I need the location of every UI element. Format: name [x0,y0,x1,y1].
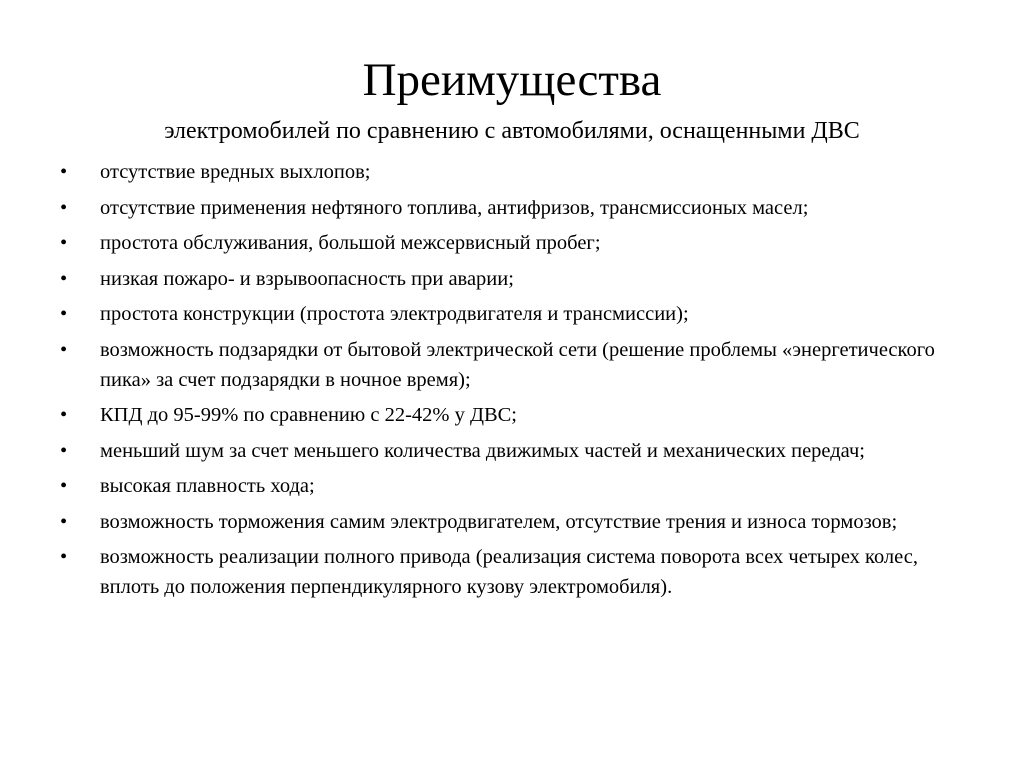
bullet-text: меньший шум за счет меньшего количества движимых частей и механических передач; [100,439,865,462]
bullet-text: отсутствие вредных выхлопов; [100,161,371,183]
bullet-text: простота обслуживания, большой межсервисный пробег; [100,232,601,254]
bullet-icon: • [60,267,68,290]
bullet-icon: • [60,338,68,361]
bullet-icon: • [60,546,68,568]
bullet-item [60,542,970,602]
slide-subtitle: электромобилей по сравнению с автомобилями, оснащенными ДВС [164,118,860,144]
bullet-icon: • [60,303,68,325]
bullet-icon: • [60,439,68,462]
bullet-item [60,436,970,466]
bullet-icon: • [60,510,68,533]
bullet-list [60,157,970,608]
bullet-text: возможность торможения самим электродвигателем, отсутствие трения и износа тормозов; [100,510,898,533]
bullet-icon: • [60,404,68,426]
bullet-icon: • [60,161,68,183]
bullet-item [60,335,970,395]
bullet-item [60,157,970,187]
bullet-text: низкая пожаро- и взрывоопасность при аварии; [100,267,514,290]
bullet-icon: • [60,232,68,254]
bullet-icon: • [60,475,68,497]
bullet-item [60,264,970,294]
bullet-item [60,299,970,329]
bullet-item [60,193,970,223]
bullet-item [60,400,970,430]
bullet-item [60,471,970,501]
bullet-text: КПД до 95-99% по сравнению с 22-42% у ДВС; [100,404,517,426]
bullet-text: возможность подзарядки от бытовой электрической сети (решение проблемы «энергетического пика» за счет подзарядки в ночное время); [100,338,935,391]
bullet-item [60,507,970,537]
bullet-text: простота конструкции (простота электродвигателя и трансмиссии); [100,303,689,325]
bullet-text: возможность реализации полного привода (реализация система поворота всех четырех колес, вплоть до положения перпендикулярного кузову электромобиля). [100,546,918,598]
bullet-text: высокая плавность хода; [100,475,315,497]
slide-title: Преимущества [362,54,662,106]
bullet-text: отсутствие применения нефтяного топлива, антифризов, трансмиссионых масел; [100,196,809,219]
bullet-item [60,228,970,258]
bullet-icon: • [60,196,68,219]
